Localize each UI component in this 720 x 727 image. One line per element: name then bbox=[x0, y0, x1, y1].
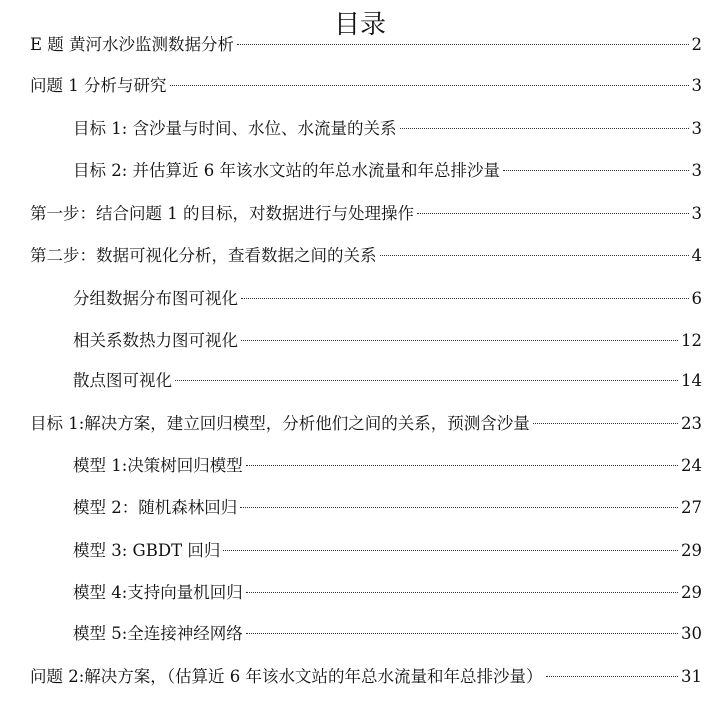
toc-dot-leader bbox=[241, 340, 678, 341]
toc-entry[interactable] bbox=[73, 327, 702, 355]
toc-entry[interactable] bbox=[30, 72, 702, 100]
toc-dot-leader bbox=[241, 298, 689, 299]
toc-page-number: 3 bbox=[691, 119, 702, 138]
toc-entry[interactable] bbox=[73, 367, 702, 395]
toc-page-number: 6 bbox=[691, 289, 702, 308]
toc-entry[interactable] bbox=[73, 115, 702, 143]
toc-entry[interactable] bbox=[30, 200, 702, 228]
toc-entry-label: E 题 黄河水沙监测数据分析 bbox=[30, 35, 235, 54]
toc-entry[interactable] bbox=[30, 663, 702, 691]
toc-entry[interactable] bbox=[73, 494, 702, 522]
toc-entry-label: 模型 2：随机森林回归 bbox=[73, 498, 238, 517]
toc-page-number: 30 bbox=[681, 624, 702, 643]
toc-dot-leader bbox=[246, 592, 678, 593]
toc-entry-label: 问题 1 分析与研究 bbox=[30, 76, 167, 95]
toc-dot-leader bbox=[246, 633, 678, 634]
toc-entry[interactable] bbox=[73, 537, 702, 565]
toc-page-number: 24 bbox=[681, 456, 702, 475]
toc-entry-label: 目标 1: 含沙量与时间、水位、水流量的关系 bbox=[73, 119, 397, 138]
toc-entry-label: 第一步：结合问题 1 的目标，对数据进行与处理操作 bbox=[30, 204, 414, 223]
toc-dot-leader bbox=[400, 128, 689, 129]
toc-dot-leader bbox=[380, 255, 689, 256]
toc-entry-label: 模型 1:决策树回归模型 bbox=[73, 456, 243, 475]
toc-page-number: 23 bbox=[681, 414, 702, 433]
toc-entry-label: 目标 2: 并估算近 6 年该水文站的年总水流量和年总排沙量 bbox=[73, 161, 501, 180]
toc-dot-leader bbox=[237, 44, 688, 45]
toc-dot-leader bbox=[503, 170, 688, 171]
toc-entry[interactable] bbox=[30, 410, 702, 438]
toc-entry-label: 模型 4:支持向量机回归 bbox=[73, 583, 243, 602]
toc-dot-leader bbox=[246, 465, 678, 466]
toc-page-number: 3 bbox=[691, 161, 702, 180]
toc-dot-leader bbox=[546, 676, 678, 677]
toc-entry[interactable] bbox=[73, 579, 702, 607]
toc-page-number: 14 bbox=[681, 371, 702, 390]
toc-entry-label: 散点图可视化 bbox=[73, 371, 172, 390]
toc-page-number: 2 bbox=[691, 35, 702, 54]
toc-page-number: 3 bbox=[691, 204, 702, 223]
toc-entry-label: 模型 3: GBDT 回归 bbox=[73, 541, 221, 560]
toc-dot-leader bbox=[170, 85, 689, 86]
toc-entry-label: 目标 1:解决方案，建立回归模型，分析他们之间的关系，预测含沙量 bbox=[30, 414, 530, 433]
toc-page-number: 3 bbox=[691, 76, 702, 95]
toc-page-number: 29 bbox=[681, 541, 702, 560]
toc-page-number: 31 bbox=[681, 667, 702, 686]
toc-title: 目录 bbox=[333, 10, 386, 40]
toc-entry-label: 问题 2:解决方案，（估算近 6 年该水文站的年总水流量和年总排沙量） bbox=[30, 667, 543, 686]
toc-entry-label: 分组数据分布图可视化 bbox=[73, 289, 238, 308]
toc-page-number: 27 bbox=[681, 498, 702, 517]
toc-entry[interactable] bbox=[73, 157, 702, 185]
toc-dot-leader bbox=[175, 380, 678, 381]
toc-entry[interactable] bbox=[30, 31, 702, 59]
toc-dot-leader bbox=[240, 507, 678, 508]
toc-entry[interactable] bbox=[73, 452, 702, 480]
toc-entry[interactable] bbox=[73, 620, 702, 648]
toc-dot-leader bbox=[417, 213, 689, 214]
toc-dot-leader bbox=[533, 423, 678, 424]
toc-page-number: 12 bbox=[681, 331, 702, 350]
toc-page-number: 29 bbox=[681, 583, 702, 602]
toc-entry-label: 模型 5:全连接神经网络 bbox=[73, 624, 243, 643]
toc-entry[interactable] bbox=[30, 242, 702, 270]
toc-entry[interactable] bbox=[73, 285, 702, 313]
toc-entry-label: 相关系数热力图可视化 bbox=[73, 331, 238, 350]
toc-dot-leader bbox=[223, 550, 678, 551]
toc-entry-label: 第二步：数据可视化分析，查看数据之间的关系 bbox=[30, 246, 377, 265]
toc-page-number: 4 bbox=[691, 246, 702, 265]
